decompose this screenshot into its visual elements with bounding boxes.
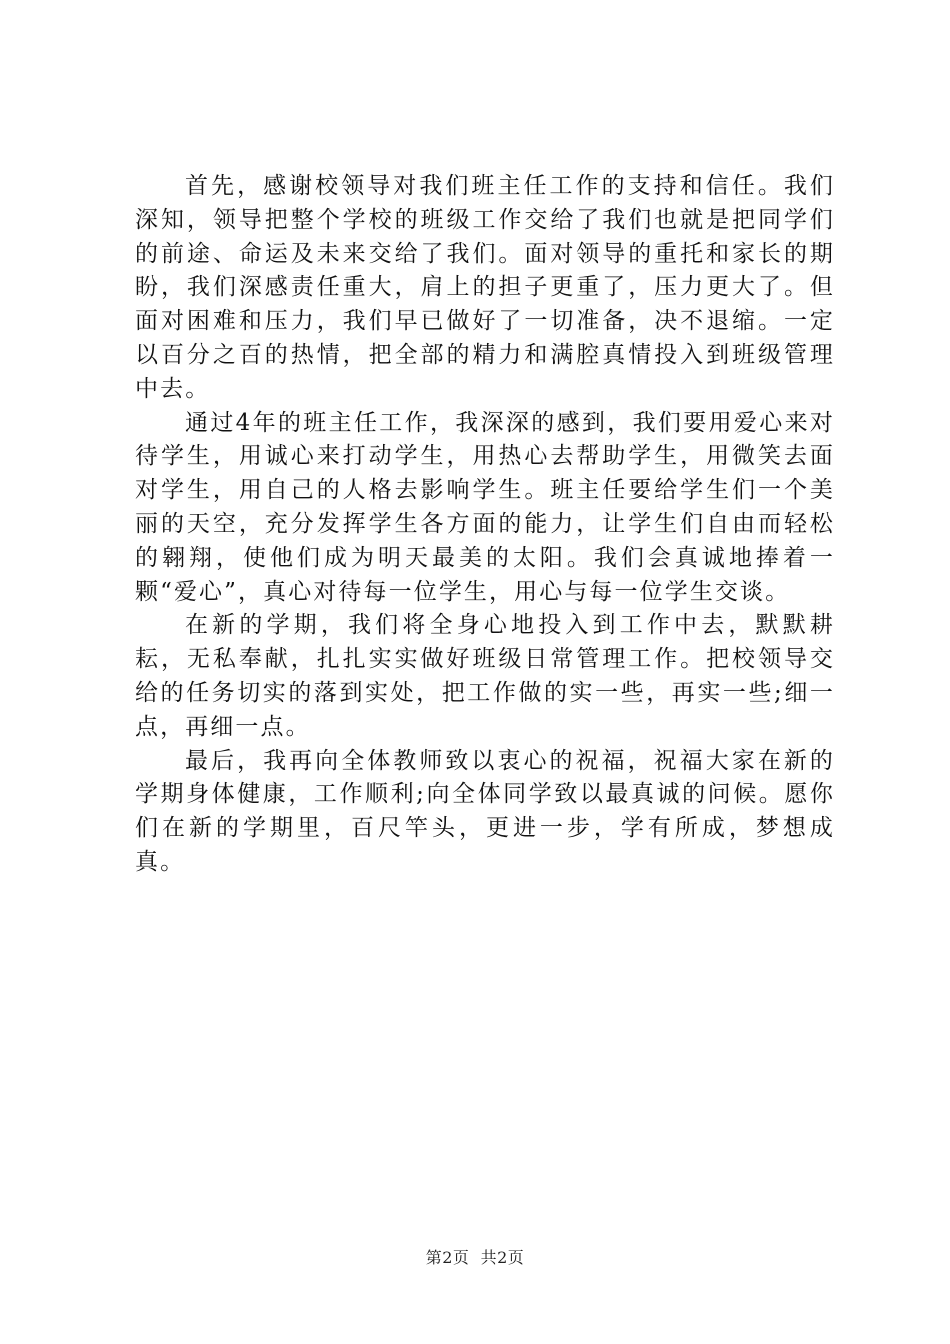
paragraph-2: 通过4年的班主任工作，我深深的感到，我们要用爱心来对待学生，用诚心来打动学生，用热心去帮助学生，用微笑去面对学生，用自己的人格去影响学生。班主任要给学生们一个美丽的天空，充分发挥学生各方面的能力，让学生们自由而轻松的翱翔，使他们成为明天最美的太阳。我们会真诚地捧着一颗“爱心”，真心对待每一位学生，用心与每一位学生交谈。: [135, 409, 835, 605]
paragraph-1: 首先，感谢校领导对我们班主任工作的支持和信任。我们深知，领导把整个学校的班级工作交给了我们也就是把同学们的前途、命运及未来交给了我们。面对领导的重托和家长的期盼，我们深感责任重大，肩上的担子更重了，压力更大了。但面对困难和压力，我们早已做好了一切准备，决不退缩。一定以百分之百的热情，把全部的精力和满腔真情投入到班级管理中去。: [135, 173, 835, 402]
document-body: [135, 170, 835, 880]
paragraph-3: 在新的学期，我们将全身心地投入到工作中去，默默耕耘，无私奉献，扎扎实实做好班级日常管理工作。把校领导交给的任务切实的落到实处，把工作做的实一些，再实一些;细一点，再细一点。: [135, 612, 835, 740]
page-number: 第2页 共2页: [425, 1248, 525, 1267]
page-footer: [0, 1245, 950, 1268]
paragraph-4: 最后，我再向全体教师致以衷心的祝福，祝福大家在新的学期身体健康，工作顺利;向全体同学致以最真诚的问候。愿你们在新的学期里，百尺竿头，更进一步，学有所成，梦想成真。: [135, 747, 835, 875]
